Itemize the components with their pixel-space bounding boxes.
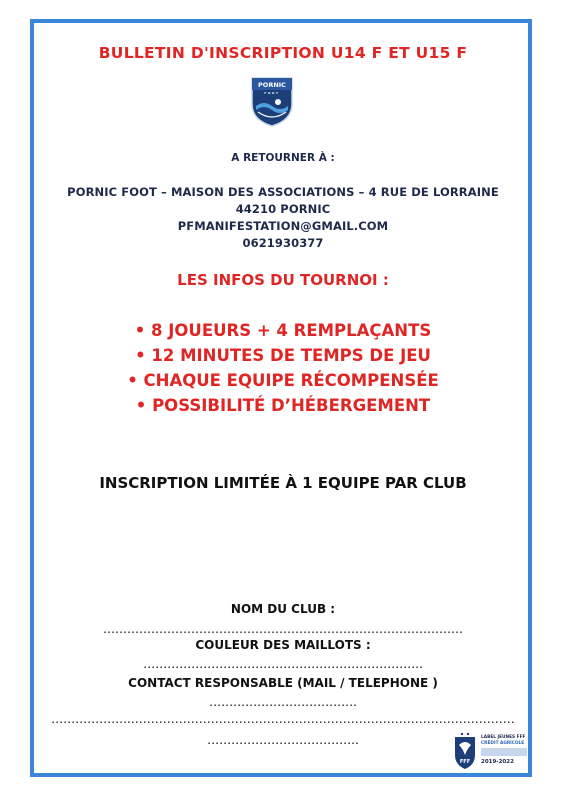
club-name-label: NOM DU CLUB : [230,602,336,616]
fff-label-years: 2019-2022 [481,759,514,765]
limit-notice: INSCRIPTION LIMITÉE À 1 EQUIPE PAR CLUB [99,474,467,492]
contact-field-3[interactable]: ……………………………….. [207,733,359,747]
contact-label: CONTACT RESPONSABLE (MAIL / TELEPHONE ) [128,676,438,690]
pornic-foot-logo-icon [248,74,296,128]
club-logo-text: PORNIC [258,81,286,89]
club-logo-subtext: FOOT [264,91,280,95]
address-phone: 0621930377 [242,236,324,250]
info-item: • 8 JOUEURS + 4 REMPLAÇANTS [134,321,432,340]
address-email: PFMANIFESTATION@GMAIL.COM [177,219,389,233]
infos-title: LES INFOS DU TOURNOI : [177,271,389,289]
info-item: • POSSIBILITÉ D’HÉBERGEMENT [135,396,431,415]
info-item: • CHAQUE EQUIPE RÉCOMPENSÉE [127,371,439,390]
infos-list [0,318,566,418]
jersey-color-field[interactable]: ……………………………………………………………. [143,657,423,671]
fff-label-title: LABEL JEUNES FFF [481,735,526,740]
jersey-color-label: COULEUR DES MAILLOTS : [195,638,371,652]
fff-logo-icon [452,731,478,771]
page-title: BULLETIN D'INSCRIPTION U14 F ET U15 F [98,44,468,62]
fff-label-sponsor: CRÉDIT AGRICOLE [481,741,525,746]
info-item: • 12 MINUTES DE TEMPS DE JEU [135,346,431,365]
contact-field-2[interactable]: ………………..…………………………………………………………………………………… [51,712,515,726]
club-name-field[interactable]: ……………………………………………………………………………… [103,622,463,636]
address-postal: 44210 PORNIC [235,202,331,216]
return-label: A RETOURNER À : [231,152,335,164]
contact-field-1[interactable]: ………………………………. [209,695,357,709]
fff-text: FFF [459,759,471,765]
fff-label-bar [481,748,527,756]
address-line: PORNIC FOOT – MAISON DES ASSOCIATIONS – 4 RUE DE LORRAINE [67,185,499,199]
